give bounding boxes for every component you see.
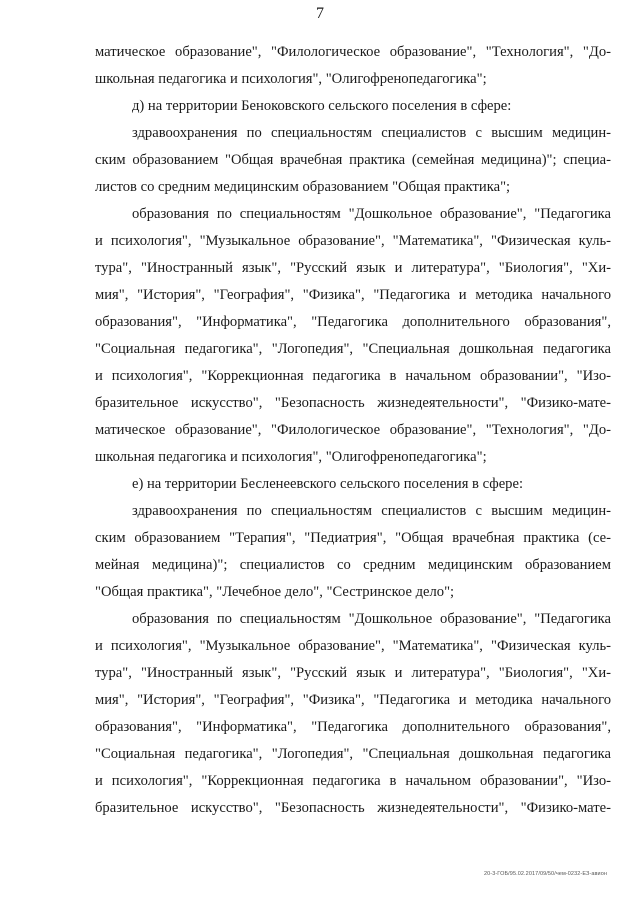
text-line: ским образованием "Терапия", "Педиатрия", "Общая врачебная практика (се- (95, 530, 611, 546)
text-line: мия", "История", "География", "Физика", "Педагогика и методика начального (95, 287, 611, 303)
text-line: ским образованием "Общая врачебная практика (семейная медицина)"; специа- (95, 152, 611, 168)
text-line: мия", "История", "География", "Физика", "Педагогика и методика начального (95, 692, 611, 708)
text-line: образования по специальностям "Дошкольное образование", "Педагогика (132, 611, 611, 627)
text-line: и психология", "Коррекционная педагогика в начальном образовании", "Изо- (95, 773, 611, 789)
text-line: образования", "Информатика", "Педагогика дополнительного образования", (95, 719, 611, 735)
text-line: здравоохранения по специальностям специалистов с высшим медицин- (132, 503, 611, 519)
text-line: школьная педагогика и психология", "Олигофренопедагогика"; (95, 449, 487, 465)
text-line: и психология", "Коррекционная педагогика в начальном образовании", "Изо- (95, 368, 611, 384)
text-line: школьная педагогика и психология", "Олигофренопедагогика"; (95, 71, 487, 87)
text-line: "Социальная педагогика", "Логопедия", "Специальная дошкольная педагогика (95, 746, 611, 762)
text-line: матическое образование", "Филологическое образование", "Технология", "До- (95, 44, 611, 60)
text-line: тура", "Иностранный язык", "Русский язык и литература", "Биология", "Хи- (95, 665, 611, 681)
text-line: мейная медицина)"; специалистов со средним медицинским образованием (95, 557, 611, 573)
text-line: листов со средним медицинским образованием "Общая практика"; (95, 179, 511, 195)
document-body (95, 39, 611, 822)
text-line: образования по специальностям "Дошкольное образование", "Педагогика (132, 206, 611, 222)
text-line: бразительное искусство", "Безопасность жизнедеятельности", "Физико-мате- (95, 800, 611, 816)
page-number: 7 (316, 5, 324, 22)
text-line: образования", "Информатика", "Педагогика дополнительного образования", (95, 314, 611, 330)
text-line: бразительное искусство", "Безопасность жизнедеятельности", "Физико-мате- (95, 395, 611, 411)
text-line: "Общая практика", "Лечебное дело", "Сестринское дело"; (95, 584, 455, 600)
text-line: е) на территории Бесленеевского сельского поселения в сфере: (132, 476, 524, 492)
text-line: и психология", "Музыкальное образование", "Математика", "Физическая куль- (95, 638, 611, 654)
text-line: д) на территории Беноковского сельского поселения в сфере: (132, 98, 512, 114)
text-line: "Социальная педагогика", "Логопедия", "Специальная дошкольная педагогика (95, 341, 611, 357)
text-line: и психология", "Музыкальное образование", "Математика", "Физическая куль- (95, 233, 611, 249)
text-line: тура", "Иностранный язык", "Русский язык и литература", "Биология", "Хи- (95, 260, 611, 276)
text-line: матическое образование", "Филологическое образование", "Технология", "До- (95, 422, 611, 438)
footer-document-code: 20-3-ГОБ/95.02.2017/09/50/чем-0232-ЕЗ-авион (483, 871, 607, 877)
text-line: здравоохранения по специальностям специалистов с высшим медицин- (132, 125, 611, 141)
